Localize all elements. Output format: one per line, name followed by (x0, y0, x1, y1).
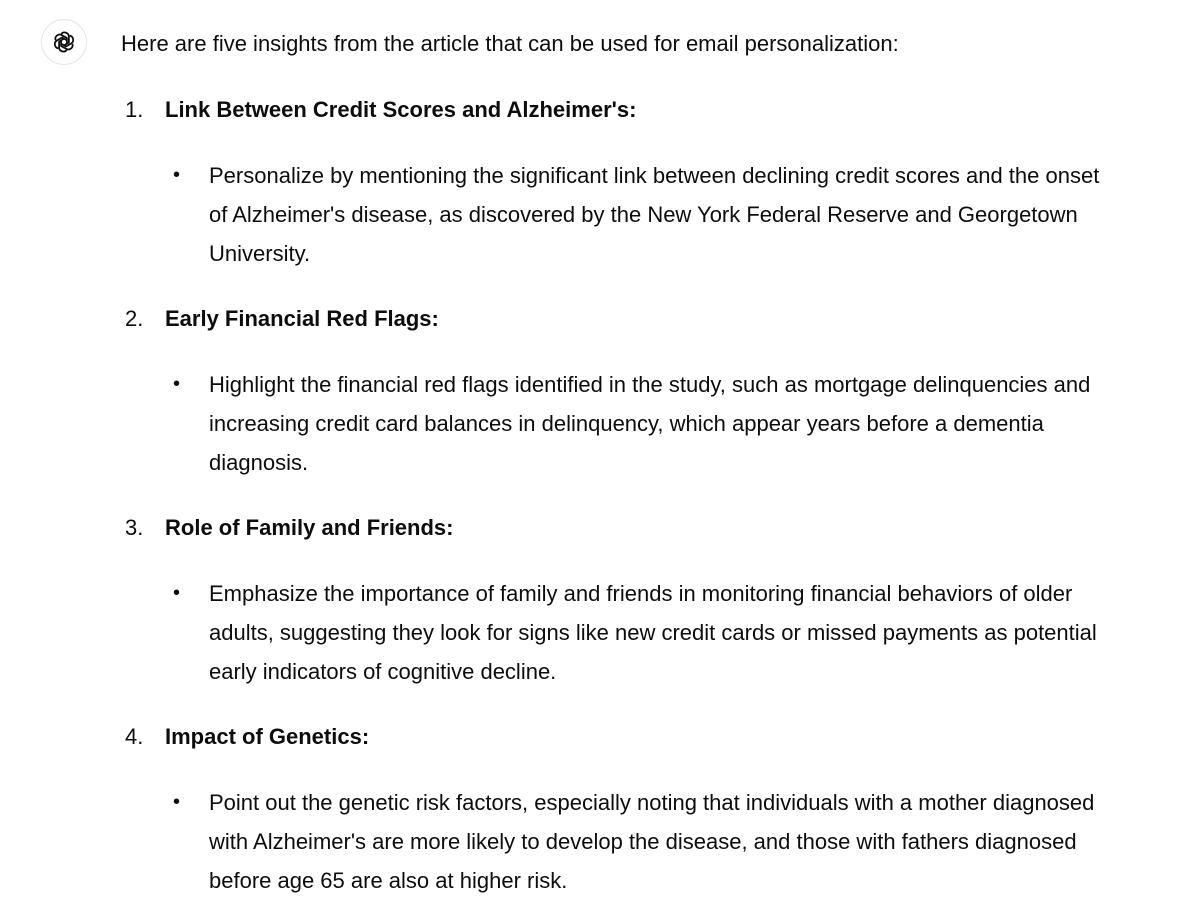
message-intro: Here are five insights from the article that can be used for email personalization: (121, 31, 899, 56)
insight-title: Early Financial Red Flags: (165, 306, 439, 331)
assistant-message (121, 26, 1121, 900)
list-number: 2. (125, 306, 144, 331)
insight-item (121, 719, 1121, 900)
list-number: 3. (125, 515, 144, 540)
insight-point (121, 365, 1121, 482)
insight-item (121, 510, 1121, 691)
point-text: Emphasize the importance of family and friends in monitoring financial behaviors of older adults, suggesting they look for signs like new credit cards or missed payments as potential early indicators of cognitive decline. (209, 581, 1097, 684)
insight-point (121, 574, 1121, 691)
insight-points (121, 156, 1121, 273)
point-text: Personalize by mentioning the significant link between declining credit scores and the onset of Alzheimer's disease, as discovered by the New York Federal Reserve and Georgetown University. (209, 163, 1100, 266)
insight-heading (121, 301, 1121, 337)
assistant-avatar (41, 19, 87, 65)
insight-item (121, 92, 1121, 273)
insight-points (121, 783, 1121, 900)
insights-list (121, 92, 1121, 900)
list-number: 4. (125, 724, 144, 749)
insight-points (121, 574, 1121, 691)
insight-item (121, 301, 1121, 482)
point-text: Highlight the financial red flags identified in the study, such as mortgage delinquencies and increasing credit card balances in delinquency, which appear years before a dementia diagnosis. (209, 372, 1091, 475)
bullet-icon: • (173, 373, 181, 395)
insight-points (121, 365, 1121, 482)
insight-point (121, 783, 1121, 900)
bullet-icon: • (173, 582, 181, 604)
insight-title: Role of Family and Friends: (165, 515, 454, 540)
insight-heading (121, 92, 1121, 128)
bullet-icon: • (173, 791, 181, 813)
insight-title: Impact of Genetics: (165, 724, 370, 749)
list-number: 1. (125, 97, 144, 122)
insight-title: Link Between Credit Scores and Alzheimer's: (165, 97, 637, 122)
insight-point (121, 156, 1121, 273)
point-text: Point out the genetic risk factors, especially noting that individuals with a mother diagnosed with Alzheimer's are more likely to develop the disease, and those with fathers diagnosed before age 65 are also at higher risk. (209, 790, 1095, 893)
openai-logo-icon (51, 29, 77, 55)
bullet-icon: • (173, 164, 181, 186)
insight-heading (121, 719, 1121, 755)
insight-heading (121, 510, 1121, 546)
